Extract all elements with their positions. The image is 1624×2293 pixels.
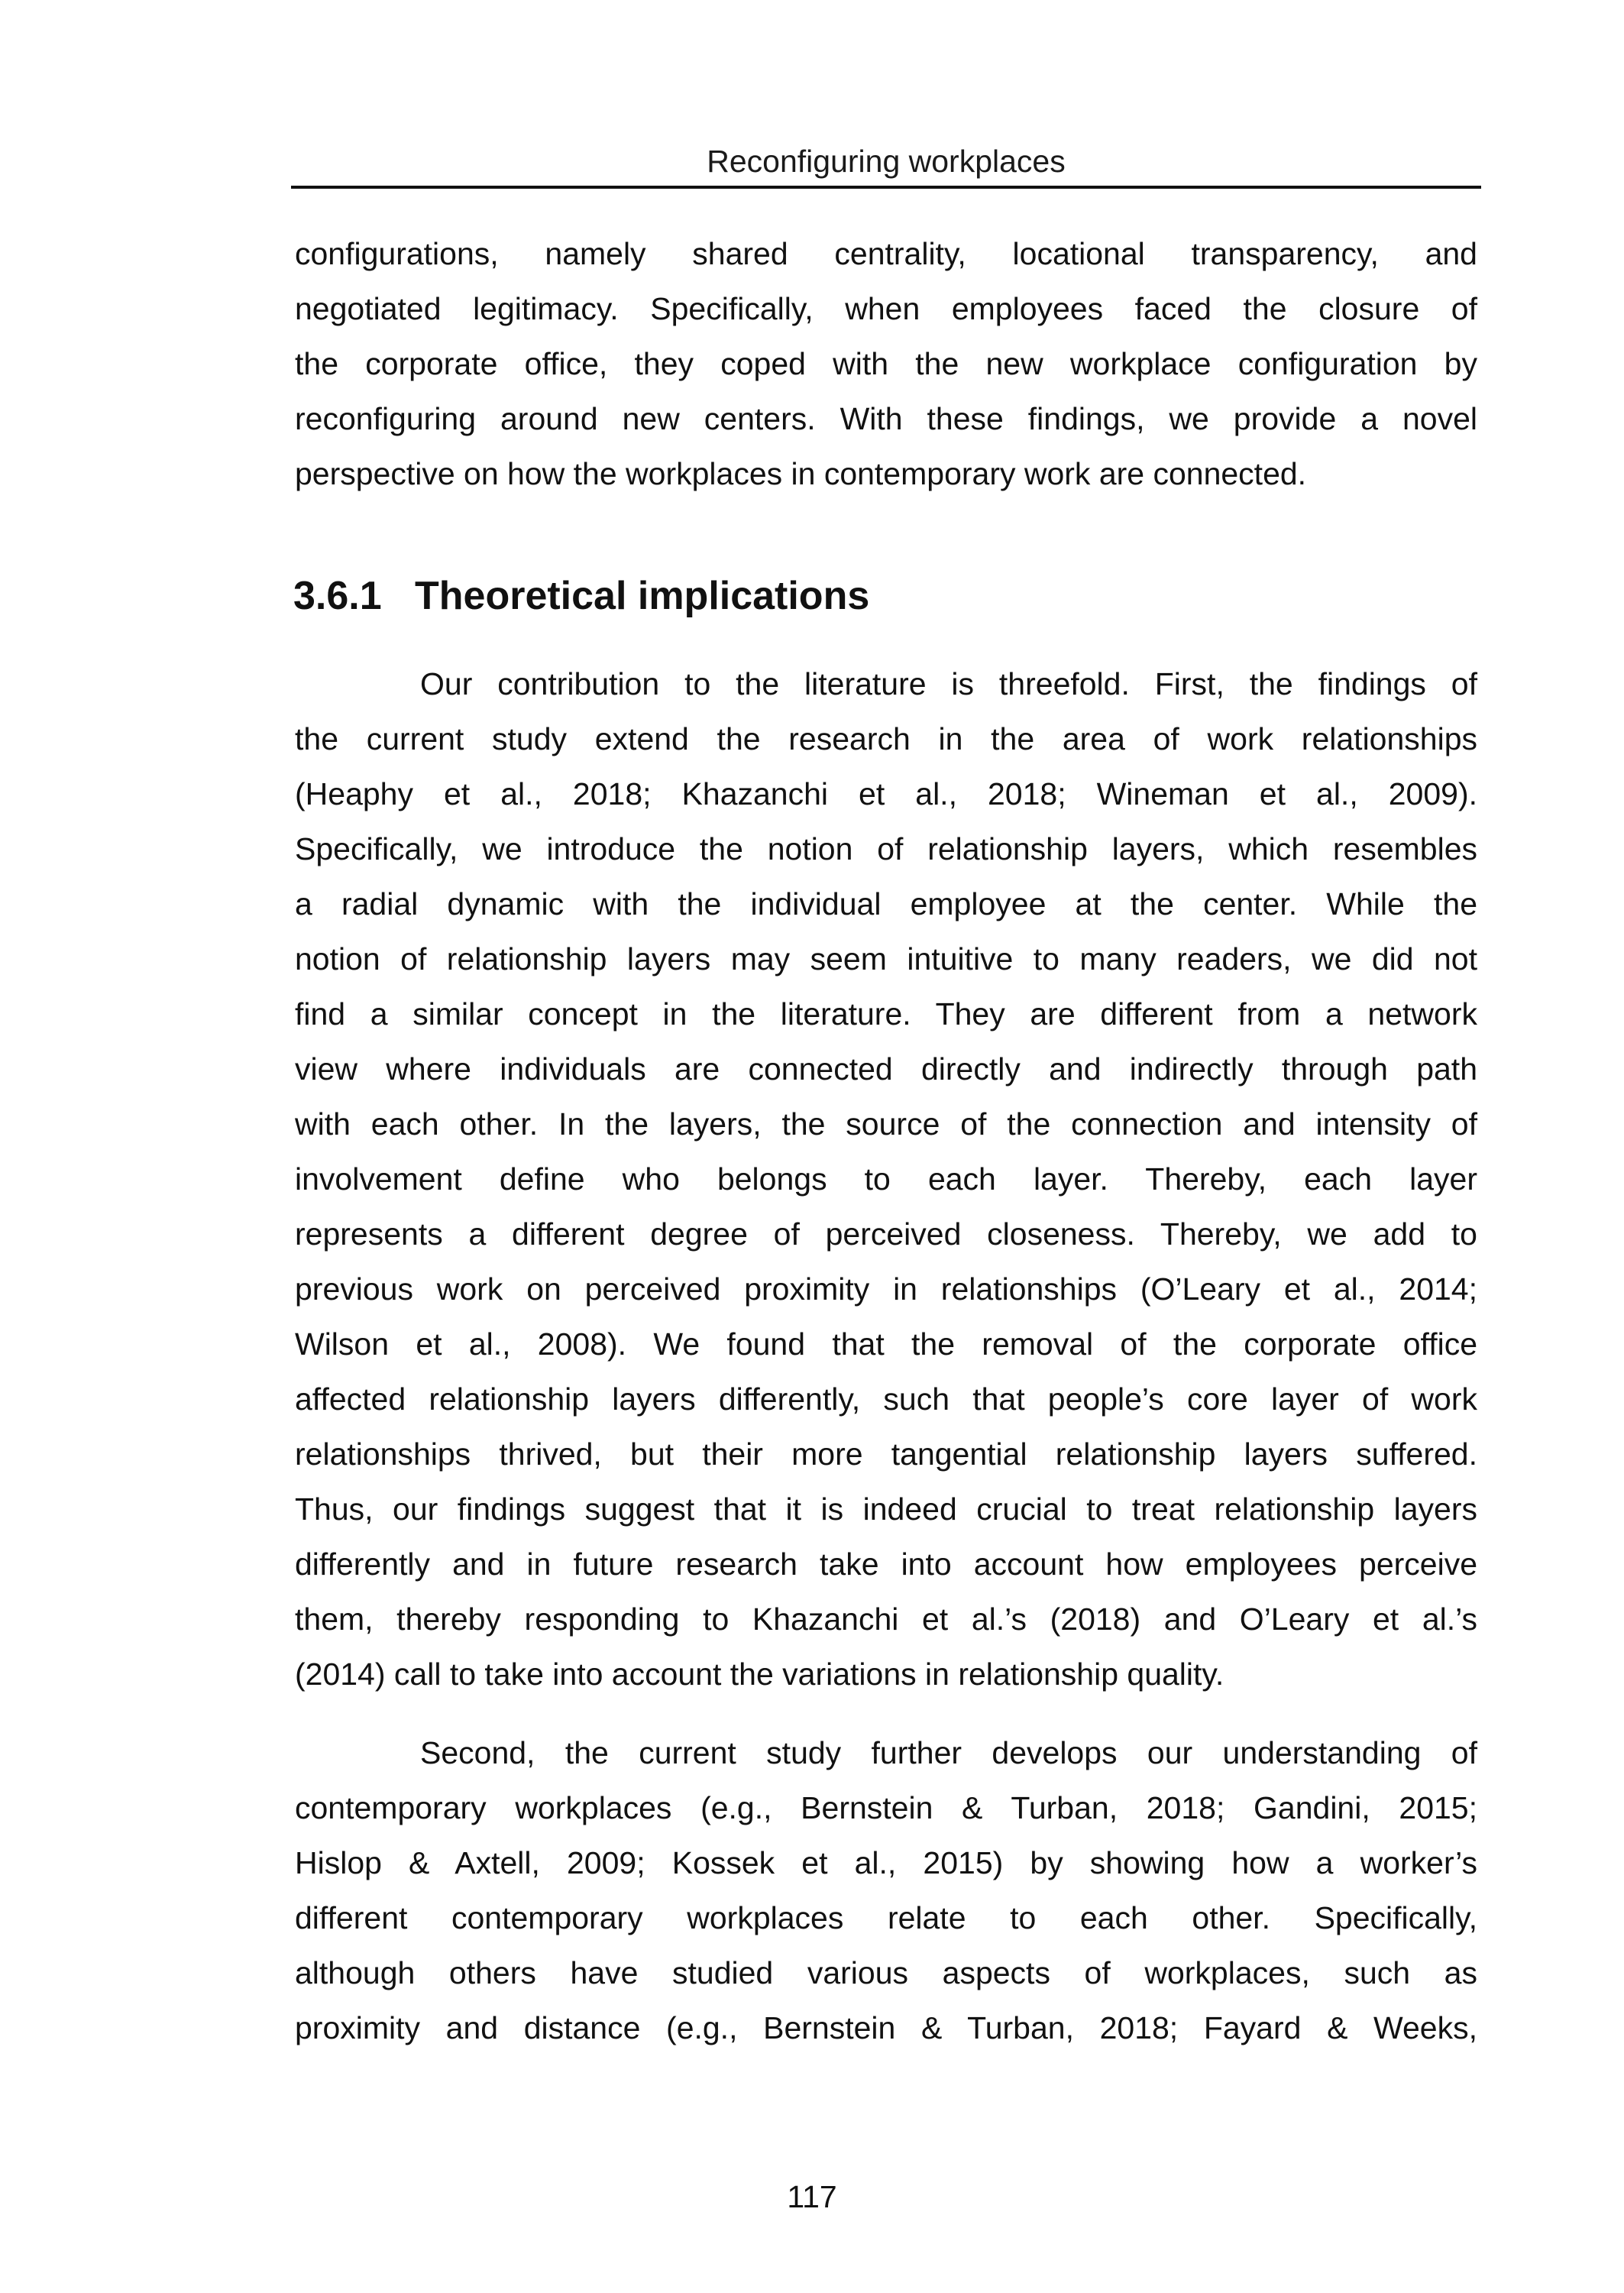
text-line: although others have studied various aspects of workplaces, such as (295, 1955, 1477, 1990)
header-rule (291, 186, 1481, 189)
text-line: Our contribution to the literature is threefold. First, the findings of (420, 666, 1477, 701)
text-line: represents a different degree of perceived closeness. Thereby, we add to (295, 1216, 1477, 1252)
text-line: Wilson et al., 2008). We found that the removal of the corporate office (295, 1326, 1477, 1362)
text-line: Thus, our findings suggest that it is indeed crucial to treat relationship layers (295, 1491, 1477, 1527)
text-line: Second, the current study further develops our understanding of (420, 1735, 1477, 1770)
text-line: Hislop & Axtell, 2009; Kossek et al., 2015) by showing how a worker’s (295, 1845, 1477, 1880)
text-line: negotiated legitimacy. Specifically, when employees faced the closure of (295, 291, 1477, 326)
text-line: a radial dynamic with the individual employee at the center. While the (295, 886, 1477, 921)
text-line: view where individuals are connected directly and indirectly through path (295, 1051, 1477, 1087)
section-number: 3.6.1 (293, 574, 382, 618)
paragraph-intro (295, 226, 1477, 501)
paragraph-first-contribution (295, 656, 1477, 1702)
text-line: differently and in future research take into account how employees perceive (295, 1546, 1477, 1582)
text-line: relationships thrived, but their more tangential relationship layers suffered. (295, 1436, 1477, 1472)
page-number: 117 (787, 2179, 837, 2214)
text-line: reconfiguring around new centers. With these findings, we provide a novel (295, 401, 1477, 436)
text-line: involvement define who belongs to each layer. Thereby, each layer (295, 1161, 1477, 1197)
running-header: Reconfiguring workplaces (707, 144, 1066, 179)
text-line: with each other. In the layers, the source of the connection and intensity of (295, 1106, 1477, 1142)
section-heading (293, 569, 869, 623)
text-line: (2014) call to take into account the variations in relationship quality. (295, 1657, 1224, 1692)
text-line: Specifically, we introduce the notion of relationship layers, which resembles (295, 831, 1477, 866)
text-line: previous work on perceived proximity in relationships (O’Leary et al., 2014; (295, 1271, 1477, 1307)
paragraph-second-contribution (295, 1725, 1477, 2055)
text-line: different contemporary workplaces relate to each other. Specifically, (295, 1900, 1477, 1935)
text-line: configurations, namely shared centrality, locational transparency, and (295, 236, 1477, 271)
section-title: Theoretical implications (415, 574, 870, 618)
text-line: (Heaphy et al., 2018; Khazanchi et al., 2018; Wineman et al., 2009). (295, 776, 1477, 811)
text-line: notion of relationship layers may seem intuitive to many readers, we did not (295, 941, 1477, 976)
text-line: perspective on how the workplaces in contemporary work are connected. (295, 456, 1307, 491)
text-line: the current study extend the research in the area of work relationships (295, 721, 1477, 756)
text-line: affected relationship layers differently, such that people’s core layer of work (295, 1381, 1477, 1417)
text-line: proximity and distance (e.g., Bernstein & Turban, 2018; Fayard & Weeks, (295, 2010, 1477, 2045)
text-line: them, thereby responding to Khazanchi et al.’s (2018) and O’Leary et al.’s (295, 1602, 1477, 1637)
text-line: find a similar concept in the literature. They are different from a network (295, 996, 1477, 1032)
text-line: the corporate office, they coped with the new workplace configuration by (295, 346, 1477, 381)
text-line: contemporary workplaces (e.g., Bernstein & Turban, 2018; Gandini, 2015; (295, 1790, 1477, 1825)
